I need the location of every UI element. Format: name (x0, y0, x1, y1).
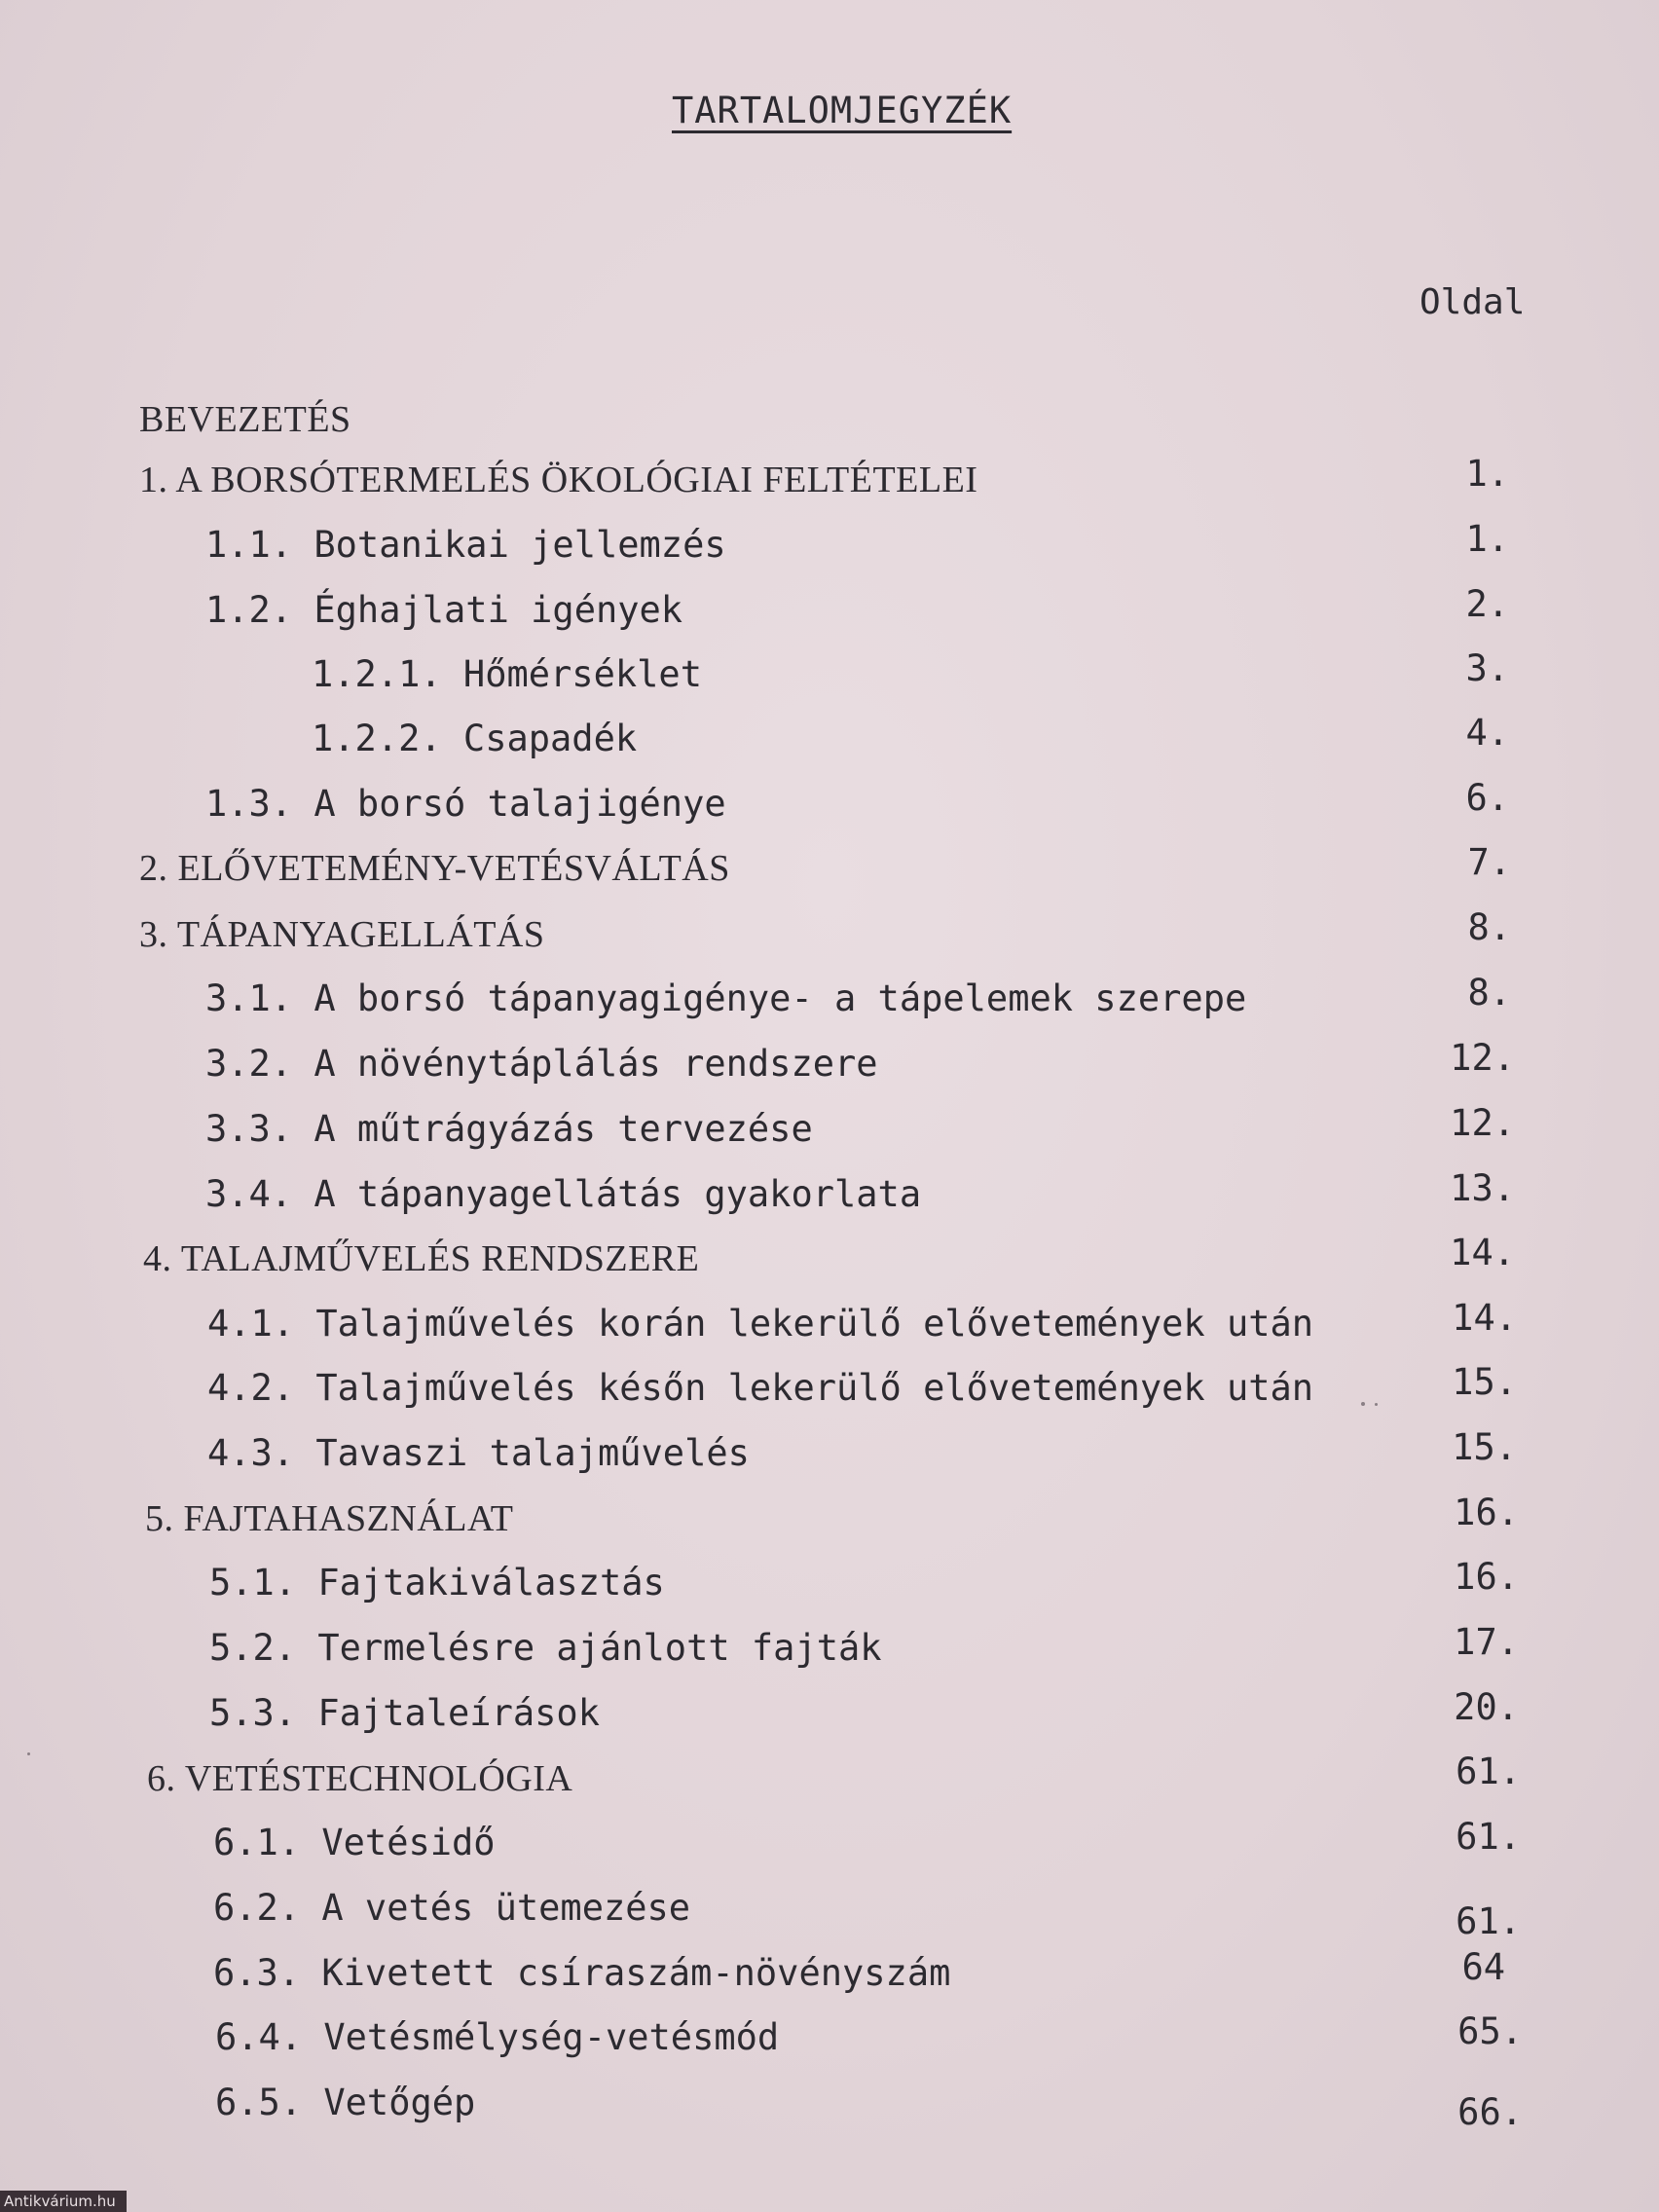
toc-page-4-3: 15. (1452, 1426, 1517, 1468)
paper-speck (1361, 1402, 1365, 1406)
toc-entry-chapter-3: 3. TÁPANYAGELLÁTÁS (139, 914, 545, 955)
toc-page-6-4: 65. (1457, 2010, 1523, 2052)
page-title: TARTALOMJEGYZÉK (672, 90, 1013, 131)
toc-entry-chapter-4: 4. TALAJMŰVELÉS RENDSZERE (143, 1238, 700, 1279)
toc-page-6-5: 66. (1457, 2091, 1523, 2133)
toc-page-chapter-6: 61. (1456, 1751, 1521, 1792)
toc-page-chapter-5: 16. (1454, 1492, 1519, 1533)
page-column-header: Oldal (1419, 282, 1526, 322)
toc-page-1-2: 2. (1465, 583, 1509, 625)
toc-page-chapter-2: 7. (1467, 841, 1511, 883)
toc-page-6-3: 64 (1461, 1946, 1505, 1988)
toc-entry-4-2: 4.2. Talajművelés későn lekerülő elővetemények után (207, 1367, 1314, 1409)
toc-entry-3-1: 3.1. A borsó tápanyagigénye- a tápelemek szerepe (205, 977, 1247, 1019)
toc-page-1-2-2: 4. (1465, 712, 1509, 754)
watermark-label: Antikvárium.hu (0, 2191, 127, 2212)
toc-entry-1-1: 1.1. Botanikai jellemzés (205, 524, 726, 566)
toc-page-3-1: 8. (1467, 972, 1511, 1014)
toc-entry-5-3: 5.3. Fajtaleírások (209, 1692, 600, 1734)
toc-entry-5-1: 5.1. Fajtakiválasztás (209, 1562, 665, 1604)
toc-entry-chapter-6: 6. VETÉSTECHNOLÓGIA (147, 1758, 573, 1799)
toc-page-6-2: 61. (1456, 1900, 1521, 1942)
toc-entry-1-2-1: 1.2.1. Hőmérséklet (312, 653, 702, 695)
toc-page-chapter-4: 14. (1450, 1232, 1515, 1273)
toc-page-1-1: 1. (1465, 518, 1509, 560)
toc-entry-3-3: 3.3. A műtrágyázás tervezése (205, 1108, 813, 1150)
toc-page-3-3: 12. (1450, 1102, 1515, 1144)
paper-speck (27, 1752, 30, 1755)
toc-entry-4-3: 4.3. Tavaszi talajművelés (207, 1432, 750, 1474)
paper-speck (1375, 1403, 1378, 1406)
toc-entry-chapter-5: 5. FAJTAHASZNÁLAT (145, 1498, 514, 1539)
toc-page-3-4: 13. (1450, 1167, 1515, 1209)
toc-entry-5-2: 5.2. Termelésre ajánlott fajták (209, 1627, 882, 1669)
toc-entry-chapter-2: 2. ELŐVETEMÉNY-VETÉSVÁLTÁS (139, 848, 730, 889)
toc-entry-6-1: 6.1. Vetésidő (213, 1822, 496, 1863)
toc-page-4-1: 14. (1452, 1297, 1517, 1339)
toc-page-5-3: 20. (1454, 1686, 1519, 1728)
toc-entry-1-2: 1.2. Éghajlati igények (205, 589, 683, 631)
toc-entry-1-3: 1.3. A borsó talajigénye (205, 783, 726, 825)
toc-page-3-2: 12. (1450, 1037, 1515, 1079)
toc-entry-4-1: 4.1. Talajművelés korán lekerülő elővetemények után (207, 1303, 1314, 1345)
toc-page-1-2-1: 3. (1465, 647, 1509, 689)
toc-entry-6-4: 6.4. Vetésmélység-vetésmód (215, 2016, 780, 2058)
toc-entry-6-3: 6.3. Kivetett csíraszám-növényszám (213, 1952, 951, 1994)
toc-entry-1-2-2: 1.2.2. Csapadék (312, 718, 638, 759)
toc-page-6-1: 61. (1456, 1816, 1521, 1858)
toc-page-5-1: 16. (1454, 1556, 1519, 1598)
toc-entry-6-2: 6.2. A vetés ütemezése (213, 1887, 691, 1929)
toc-entry-3-2: 3.2. A növénytáplálás rendszere (205, 1043, 878, 1085)
toc-page-5-2: 17. (1454, 1621, 1519, 1663)
toc-page-1-3: 6. (1465, 777, 1509, 819)
toc-page-chapter-3: 8. (1467, 906, 1511, 948)
toc-page-4-2: 15. (1452, 1361, 1517, 1403)
toc-entry-chapter-1: 1. A BORSÓTERMELÉS ÖKOLÓGIAI FELTÉTELEI (139, 460, 978, 500)
toc-entry-introduction: BEVEZETÉS (139, 399, 351, 440)
toc-entry-3-4: 3.4. A tápanyagellátás gyakorlata (205, 1173, 922, 1215)
toc-page-chapter-1: 1. (1465, 453, 1509, 495)
toc-entry-6-5: 6.5. Vetőgép (215, 2082, 476, 2123)
